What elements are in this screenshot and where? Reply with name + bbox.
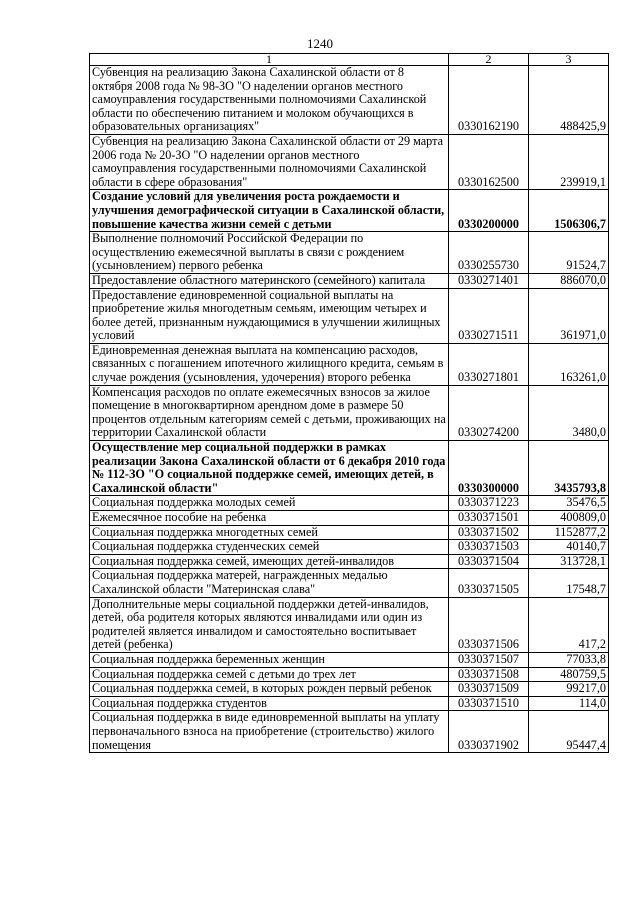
row-name-cell: Создание условий для увеличения роста рождаемости и улучшения демографической ситуации в Сахалинской области, повышение качества жизни семей с детьми [90,190,449,232]
row-amount-cell: 400809,0 [529,511,609,526]
row-code-cell: 0330371504 [449,554,529,569]
table-row [90,554,609,569]
row-name-cell: Социальная поддержка в виде единовременной выплаты на уплату первоначального взноса на приобретение (строительство) жилого помещения [90,711,449,753]
table-row [90,232,609,274]
row-name-cell: Предоставление областного материнского (семейного) капитала [90,273,449,288]
row-amount-cell: 163261,0 [529,343,609,385]
row-name-cell: Дополнительные меры социальной поддержки детей-инвалидов, детей, оба родителя которых являются инвалидами или один из родителей является инвалидом и самостоятельно воспитывает детей (ребенка) [90,597,449,652]
row-code-cell: 0330271801 [449,343,529,385]
row-amount-cell: 95447,4 [529,711,609,753]
row-name-cell: Социальная поддержка молодых семей [90,496,449,511]
row-amount-cell: 1506306,7 [529,190,609,232]
table-row [90,696,609,711]
row-amount-cell: 417,2 [529,597,609,652]
row-amount-cell: 239919,1 [529,134,609,189]
column-header-3: 3 [529,54,609,66]
table-row [90,288,609,343]
row-code-cell: 0330274200 [449,385,529,440]
budget-table [89,53,609,753]
row-name-cell: Социальная поддержка матерей, награжденных медалью Сахалинской области "Материнская слава" [90,569,449,597]
row-code-cell: 0330271511 [449,288,529,343]
row-name-cell: Субвенция на реализацию Закона Сахалинской области от 29 марта 2006 года № 20-ЗО "О наделении органов местного самоуправления государственными полномочиями Сахалинской области в сфере образования" [90,134,449,189]
row-code-cell: 0330371507 [449,652,529,667]
row-amount-cell: 3435793,8 [529,441,609,496]
row-name-cell: Осуществление мер социальной поддержки в рамках реализации Закона Сахалинской области от 6 декабря 2010 года № 112-ЗО "О социальной поддержке семей, имеющих детей, в Сахалинской области" [90,441,449,496]
row-name-cell: Ежемесячное пособие на ребенка [90,511,449,526]
row-amount-cell: 91524,7 [529,232,609,274]
table-row [90,652,609,667]
row-name-cell: Социальная поддержка студенческих семей [90,540,449,555]
row-name-cell: Социальная поддержка беременных женщин [90,652,449,667]
table-row [90,540,609,555]
column-number-row [90,54,609,66]
table-row [90,682,609,697]
row-amount-cell: 17548,7 [529,569,609,597]
row-amount-cell: 488425,9 [529,66,609,135]
row-code-cell: 0330162500 [449,134,529,189]
row-code-cell: 0330200000 [449,190,529,232]
table-row [90,66,609,135]
row-code-cell: 0330371902 [449,711,529,753]
table-row [90,343,609,385]
row-amount-cell: 99217,0 [529,682,609,697]
row-code-cell: 0330300000 [449,441,529,496]
table-row [90,134,609,189]
row-code-cell: 0330371510 [449,696,529,711]
row-code-cell: 0330371508 [449,667,529,682]
table-row [90,711,609,753]
row-code-cell: 0330371503 [449,540,529,555]
row-code-cell: 0330371223 [449,496,529,511]
row-name-cell: Социальная поддержка студентов [90,696,449,711]
row-amount-cell: 1152877,2 [529,525,609,540]
row-amount-cell: 35476,5 [529,496,609,511]
table-body [90,66,609,753]
table-row [90,496,609,511]
row-name-cell: Предоставление единовременной социальной выплаты на приобретение жилья многодетным семьям, имеющим четырех и более детей, признанным нуждающимися в улучшении жилищных условий [90,288,449,343]
row-amount-cell: 361971,0 [529,288,609,343]
row-name-cell: Социальная поддержка многодетных семей [90,525,449,540]
row-code-cell: 0330371502 [449,525,529,540]
row-name-cell: Единовременная денежная выплата на компенсацию расходов, связанных с погашением ипотечного жилищного кредита, семьям в случае рождения (усыновления, удочерения) второго ребенка [90,343,449,385]
table-row [90,511,609,526]
table-row [90,190,609,232]
row-name-cell: Социальная поддержка семей с детьми до трех лет [90,667,449,682]
row-code-cell: 0330371501 [449,511,529,526]
row-amount-cell: 114,0 [529,696,609,711]
row-code-cell: 0330371509 [449,682,529,697]
row-amount-cell: 313728,1 [529,554,609,569]
row-name-cell: Выполнение полномочий Российской Федерации по осуществлению ежемесячной выплаты в связи с рождением (усыновлением) первого ребенка [90,232,449,274]
row-name-cell: Социальная поддержка семей, в которых рожден первый ребенок [90,682,449,697]
table-row [90,441,609,496]
column-header-2: 2 [449,54,529,66]
row-amount-cell: 40140,7 [529,540,609,555]
row-amount-cell: 3480,0 [529,385,609,440]
row-code-cell: 0330371506 [449,597,529,652]
table-row [90,385,609,440]
column-header-1: 1 [90,54,449,66]
table-row [90,525,609,540]
row-code-cell: 0330271401 [449,273,529,288]
table-row [90,569,609,597]
row-amount-cell: 480759,5 [529,667,609,682]
row-name-cell: Компенсация расходов по оплате ежемесячных взносов за жилое помещение в многоквартирном арендном доме в размере 50 процентов отдельным категориям семей с детьми, проживающих на территории Сахалинской области [90,385,449,440]
row-code-cell: 0330255730 [449,232,529,274]
row-amount-cell: 77033,8 [529,652,609,667]
row-name-cell: Социальная поддержка семей, имеющих детей-инвалидов [90,554,449,569]
page-number: 1240 [307,36,333,51]
row-code-cell: 0330162190 [449,66,529,135]
table-row [90,273,609,288]
row-name-cell: Субвенция на реализацию Закона Сахалинской области от 8 октября 2008 года № 98-ЗО "О наделении органов местного самоуправления государственными полномочиями Сахалинской области по обеспечению питанием и молоком обучающихся в образовательных организациях" [90,66,449,135]
row-amount-cell: 886070,0 [529,273,609,288]
table-row [90,667,609,682]
table-row [90,597,609,652]
row-code-cell: 0330371505 [449,569,529,597]
